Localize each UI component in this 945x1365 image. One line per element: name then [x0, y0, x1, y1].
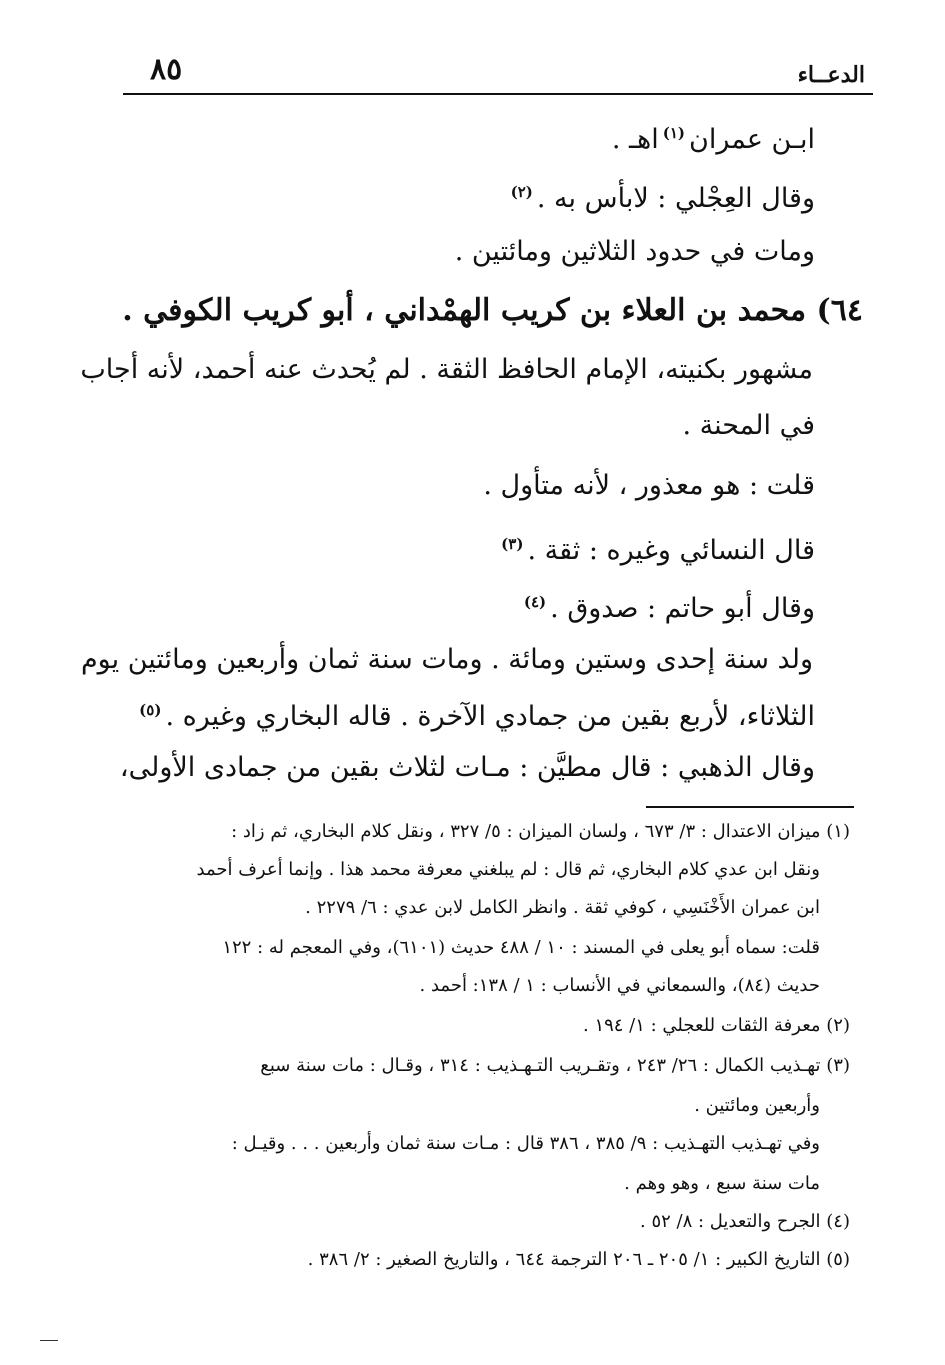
entry-heading-64: ٦٤) محمد بن العلاء بن كريب الهمْداني ، أبو كريب الكوفي . — [122, 293, 863, 328]
footnote-ref-3[interactable]: (٣) — [501, 535, 524, 553]
body-text: ابـن عمران — [688, 124, 815, 155]
footnote-ref-5[interactable]: (٥) — [139, 701, 162, 719]
footnote-1-cont: حديث (٨٤)، والسمعاني في الأنساب : ١ / ١٣٨: أحمد . — [419, 975, 820, 996]
page-number: ٨٥ — [150, 52, 183, 87]
body-text: وقال أبو حاتم : صدوق . — [550, 593, 815, 624]
footnote-ref-1[interactable]: (١) — [662, 124, 685, 142]
running-title: الدعــاء — [797, 62, 865, 88]
body-line-2 — [110, 174, 815, 217]
body-line-10: ولد سنة إحدى وستين ومائة . ومات سنة ثمان وأربعين ومائتين يوم — [80, 644, 813, 675]
body-line-9 — [110, 584, 815, 627]
footnote-1-cont: ابن عمران الأَخْنَسِي ، كوفي ثقة . وانظر الكامل لابن عدي : ٦/ ٢٢٧٩ . — [305, 897, 820, 918]
footnote-1-cont: ونقل ابن عدي كلام البخاري، ثم قال : لم يبلغني معرفة محمد هذا . وإنما أعرف أحمد — [196, 859, 820, 880]
body-line-6: في المحنة . — [682, 410, 815, 441]
body-line-3: ومات في حدود الثلاثين ومائتين . — [454, 236, 815, 267]
body-line-1 — [110, 115, 815, 158]
scan-mark — [40, 1340, 58, 1341]
footnote-5: (٥) التاريخ الكبير : ١/ ٢٠٥ ـ ٢٠٦ الترجمة ٦٤٤ ، والتاريخ الصغير : ٢/ ٣٨٦ . — [307, 1249, 850, 1270]
footnote-3-cont: مات سنة سبع ، وهو وهم . — [624, 1173, 820, 1194]
footnote-1: (١) ميزان الاعتدال : ٣/ ٦٧٣ ، ولسان الميزان : ٥/ ٣٢٧ ، ونقل كلام البخاري، ثم زاد : — [231, 821, 850, 842]
footnote-separator — [646, 806, 854, 808]
footnote-ref-2[interactable]: (٢) — [510, 183, 533, 201]
footnote-1-cont: قلت: سماه أبو يعلى في المسند : ١٠ / ٤٨٨ حديث (٦١٠١)، وفي المعجم له : ١٢٢ — [222, 937, 820, 958]
body-line-7: قلت : هو معذور ، لأنه متأول . — [483, 470, 815, 501]
body-line-11 — [110, 692, 815, 735]
body-line-5: مشهور بكنيته، الإمام الحافظ الثقة . لم يُحدث عنه أحمد، لأنه أجاب — [80, 354, 813, 385]
footnote-2: (٢) معرفة الثقات للعجلي : ١/ ١٩٤ . — [582, 1015, 850, 1036]
body-line-8 — [110, 526, 815, 569]
footnote-ref-4[interactable]: (٤) — [523, 593, 547, 611]
body-text: وقال العِجْلي : لابأس به . — [536, 183, 815, 214]
body-text: الثلاثاء، لأربع بقين من جمادي الآخرة . قاله البخاري وغيره . — [165, 701, 815, 732]
footnote-3-cont: وفي تهـذيب التهـذيب : ٩/ ٣٨٥ ، ٣٨٦ قال : مـات سنة ثمان وأربعين . . . وقيـل : — [231, 1133, 820, 1154]
body-line-12: وقال الذهبي : قال مطيَّن : مـات لثلاث بقين من جمادى الأولى، — [119, 752, 815, 783]
header-rule — [123, 93, 873, 95]
footnote-3-cont: وأربعين ومائتين . — [694, 1095, 820, 1116]
body-text: اهـ . — [611, 124, 659, 155]
body-text: قال النسائي وغيره : ثقة . — [527, 535, 815, 566]
footnote-3: (٣) تهـذيب الكمال : ٢٦/ ٢٤٣ ، وتقـريب التـهـذيب : ٣١٤ ، وقـال : مات سنة سبع — [260, 1055, 850, 1076]
footnote-4: (٤) الجرح والتعديل : ٨/ ٥٢ . — [640, 1211, 850, 1232]
